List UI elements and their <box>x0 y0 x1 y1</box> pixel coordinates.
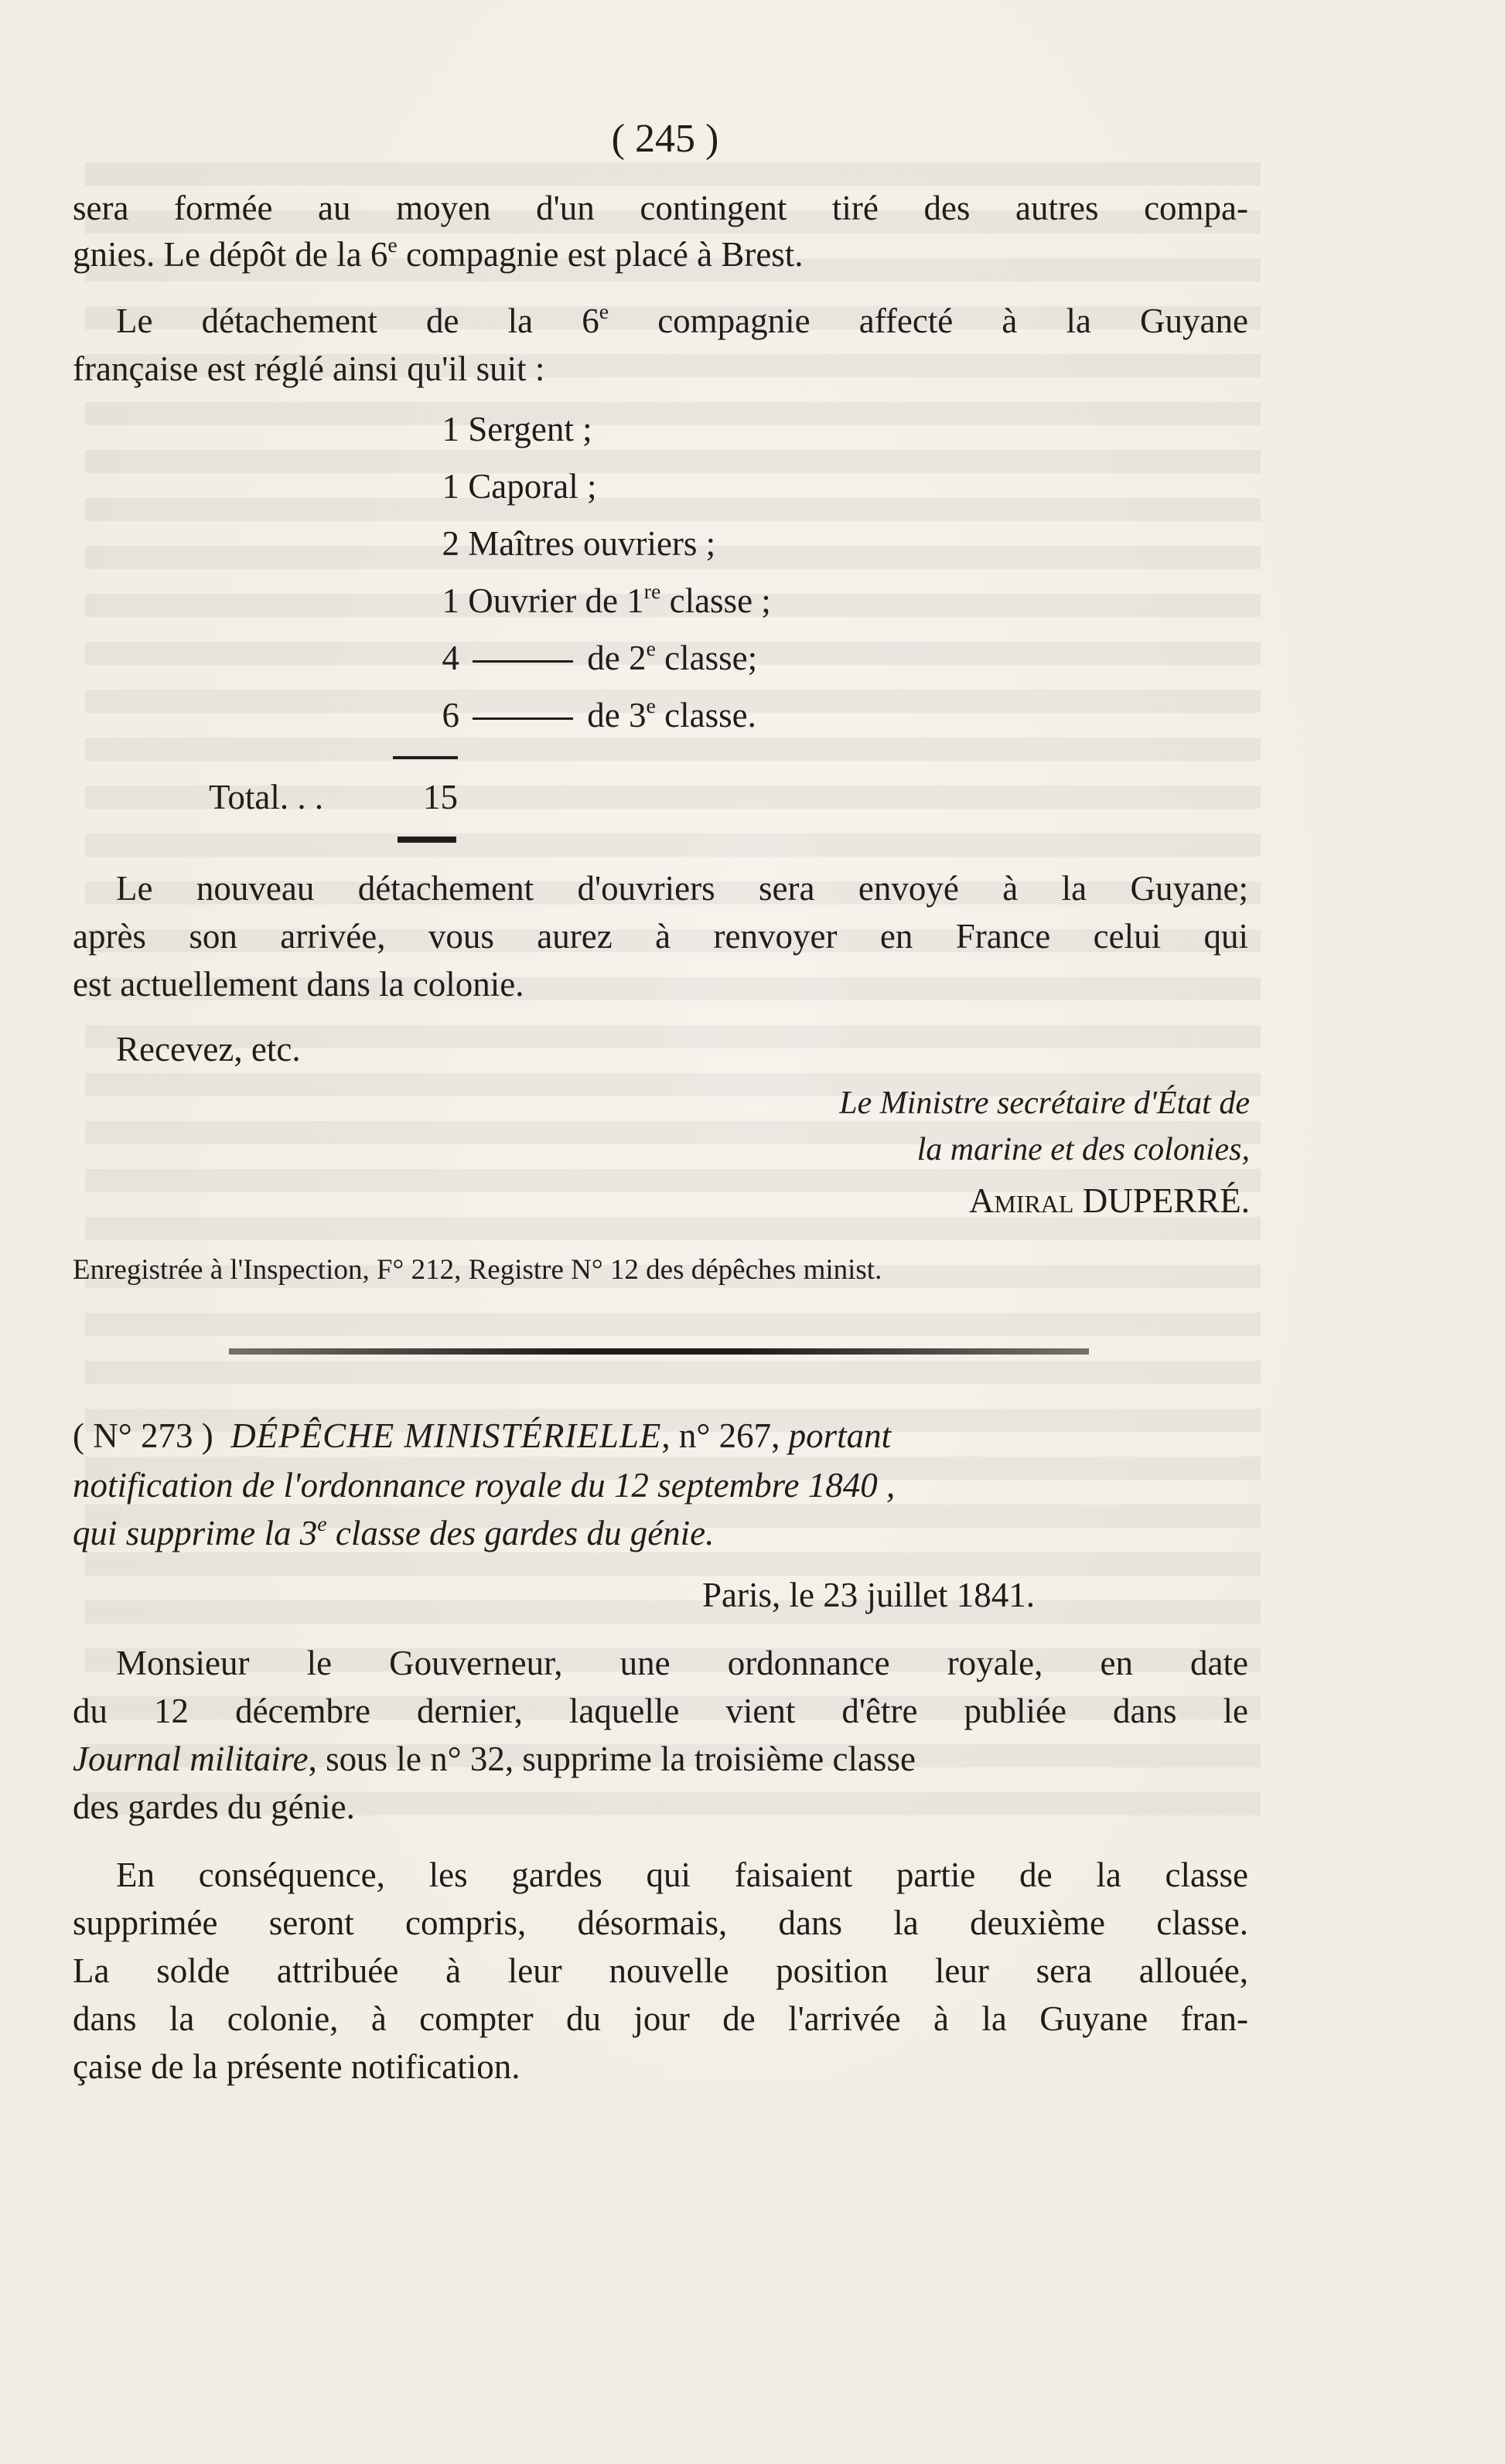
total-value: 15 <box>423 778 458 816</box>
page-number: ( 245 ) <box>611 117 719 161</box>
text-line: La solde attribuée à leur nouvelle position leur sera allouée, <box>73 1951 1248 1990</box>
text-line: dans la colonie, à compter du jour de l'arrivée à la Guyane fran- <box>73 1999 1248 2038</box>
text-line: çaise de la présente notification. <box>73 2047 520 2086</box>
text-line: gnies. Le dépôt de la 6e compagnie est placé à Brest. <box>73 233 804 274</box>
text-line: du 12 décembre dernier, laquelle vient d'être publiée dans le <box>73 1692 1248 1730</box>
text-line: Monsieur le Gouverneur, une ordonnance royale, en date <box>116 1644 1248 1682</box>
total-underline <box>398 837 456 843</box>
text-line: Journal militaire, sous le n° 32, supprime la troisième classe <box>73 1740 916 1778</box>
text-line: française est réglé ainsi qu'il suit : <box>73 349 545 388</box>
text-line: sera formée au moyen d'un contingent tiré des autres compa- <box>73 189 1248 227</box>
text-line: Le détachement de la 6e compagnie affecté à la Guyane <box>116 299 1248 340</box>
text-line: Le nouveau détachement d'ouvriers sera envoyé à la Guyane; <box>116 869 1248 908</box>
closing: Recevez, etc. <box>116 1030 301 1068</box>
list-item: 1 Caporal ; <box>442 467 597 506</box>
heading-line: qui supprime la 3e classe des gardes du génie. <box>73 1511 715 1552</box>
heading-line: notification de l'ordonnance royale du 12 septembre 1840 , <box>73 1466 896 1505</box>
list-item: 6 de 3e classe. <box>442 694 756 734</box>
list-item: 1 Sergent ; <box>442 410 592 448</box>
dispatch-heading: ( N° 273 ) DÉPÊCHE MINISTÉRIELLE, n° 267, portant <box>73 1416 892 1455</box>
signature-line: la marine et des colonies, <box>916 1132 1250 1167</box>
dateline: Paris, le 23 juillet 1841. <box>702 1576 1035 1614</box>
list-item: 1 Ouvrier de 1re classe ; <box>442 579 771 620</box>
list-item: 2 Maîtres ouvriers ; <box>442 524 716 563</box>
total-label: Total. . . <box>209 778 324 816</box>
text-line: En conséquence, les gardes qui faisaient partie de la classe <box>116 1856 1248 1894</box>
list-item: 4 de 2e classe; <box>442 636 758 677</box>
sum-rule <box>393 756 458 759</box>
signature-name: Amiral DUPERRÉ. <box>968 1181 1250 1220</box>
text-line: après son arrivée, vous aurez à renvoyer en France celui qui <box>73 917 1248 956</box>
ditto-dash <box>473 660 573 663</box>
registration-note: Enregistrée à l'Inspection, F° 212, Registre N° 12 des dépêches minist. <box>73 1254 882 1286</box>
signature-line: Le Ministre secrétaire d'État de <box>839 1085 1250 1121</box>
text-line: supprimée seront compris, désormais, dans la deuxième classe. <box>73 1903 1248 1942</box>
section-divider <box>229 1348 1089 1355</box>
ditto-dash <box>473 717 573 720</box>
text-line: des gardes du génie. <box>73 1788 355 1826</box>
text-line: est actuellement dans la colonie. <box>73 965 524 1004</box>
